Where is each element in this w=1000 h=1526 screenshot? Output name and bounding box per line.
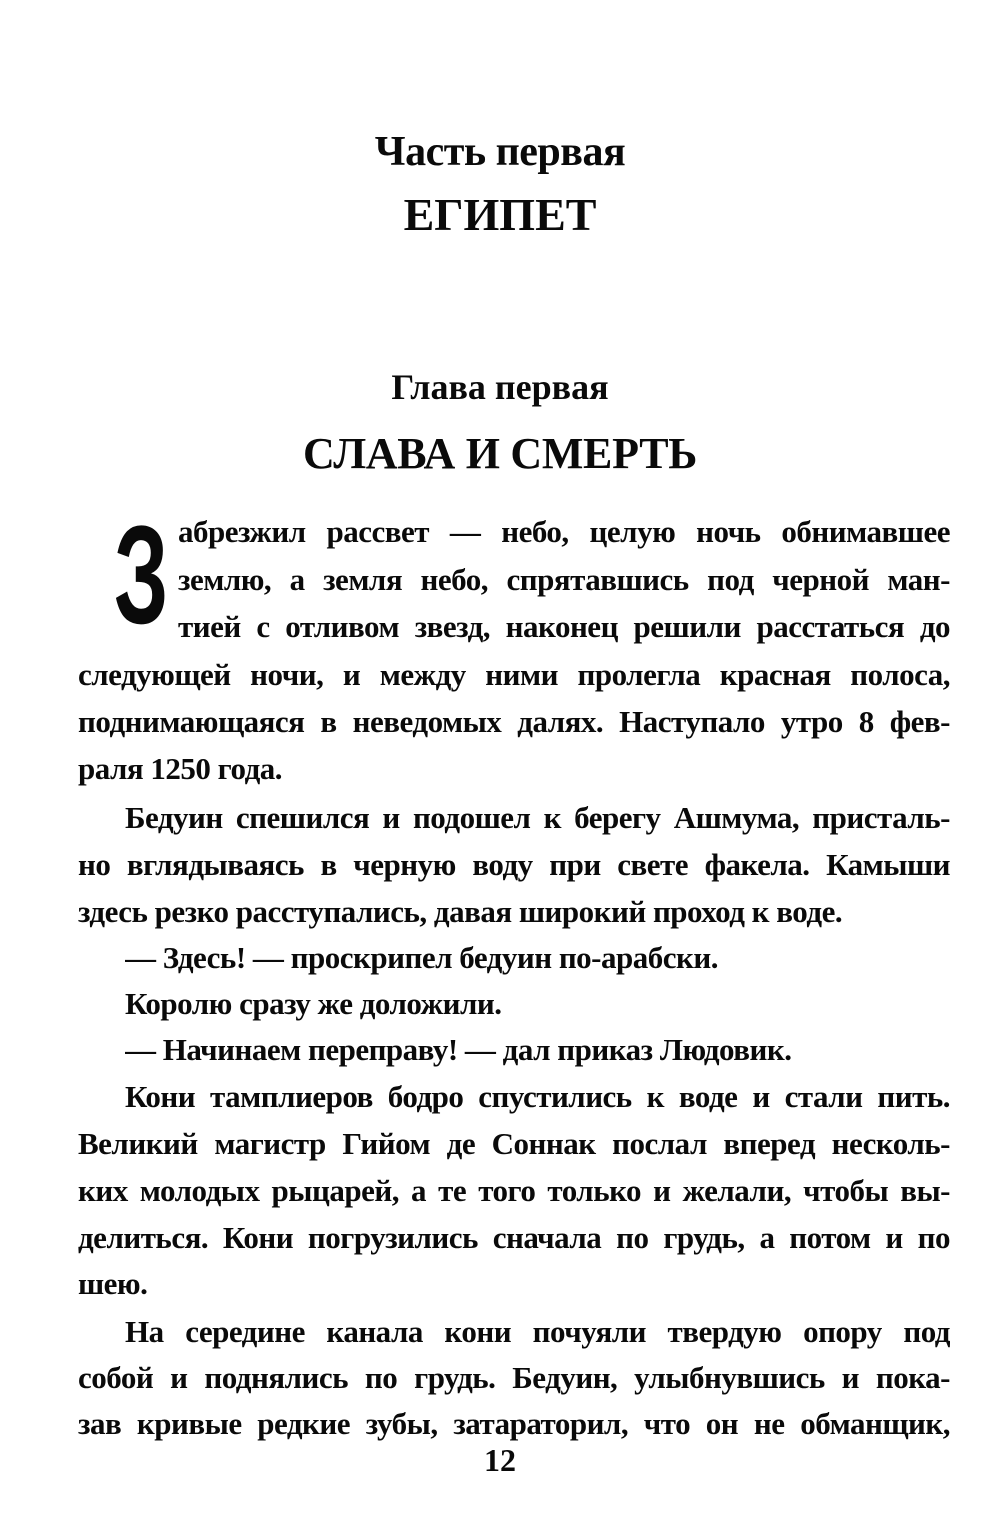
drop-cap: З: [114, 496, 169, 653]
text-line: здесь резко расступались, давая широкий проход к воде.: [78, 894, 843, 929]
text-line: раля 1250 года.: [78, 751, 283, 786]
text-line: тией с отливом звезд, наконец решили расстаться до: [178, 609, 950, 644]
text-line: землю, а земля небо, спрятавшись под черной ман-: [178, 562, 950, 597]
text-line: Великий магистр Гийом де Соннак послал вперед несколь-: [78, 1126, 950, 1161]
text-line: зав кривые редкие зубы, затараторил, что он не обманщик,: [78, 1406, 950, 1441]
text-line: Королю сразу же доложили.: [125, 986, 502, 1021]
text-line: шею.: [78, 1266, 148, 1301]
page-number: 12: [484, 1442, 516, 1478]
text-line: ких молодых рыцарей, а те того только и желали, чтобы вы-: [78, 1173, 950, 1208]
text-line: делиться. Кони погрузились сначала по грудь, а потом и по: [78, 1220, 950, 1255]
chapter-label: Глава первая: [391, 367, 609, 407]
text-line: — Начинаем переправу! — дал приказ Людовик.: [125, 1032, 792, 1067]
text-line: абрезжил рассвет — небо, целую ночь обнимавшее: [178, 514, 950, 549]
text-line: поднимающаяся в неведомых далях. Наступало утро 8 фев-: [78, 704, 950, 739]
part-title: ЕГИПЕТ: [403, 189, 597, 240]
text-line: Кони тамплиеров бодро спустились к воде и стали пить.: [125, 1079, 950, 1114]
text-line: следующей ночи, и между ними пролегла красная полоса,: [78, 657, 950, 692]
text-line: На середине канала кони почуяли твердую опору под: [125, 1314, 950, 1349]
text-line: собой и поднялись по грудь. Бедуин, улыбнувшись и пока-: [78, 1360, 950, 1395]
text-line: но вглядываясь в черную воду при свете факела. Камыши: [78, 847, 950, 882]
text-line: Бедуин спешился и подошел к берегу Ашмума, присталь-: [125, 800, 950, 835]
part-label: Часть первая: [374, 129, 626, 175]
text-line: — Здесь! — проскрипел бедуин по-арабски.: [125, 940, 718, 975]
chapter-title: СЛАВА И СМЕРТЬ: [302, 429, 698, 478]
